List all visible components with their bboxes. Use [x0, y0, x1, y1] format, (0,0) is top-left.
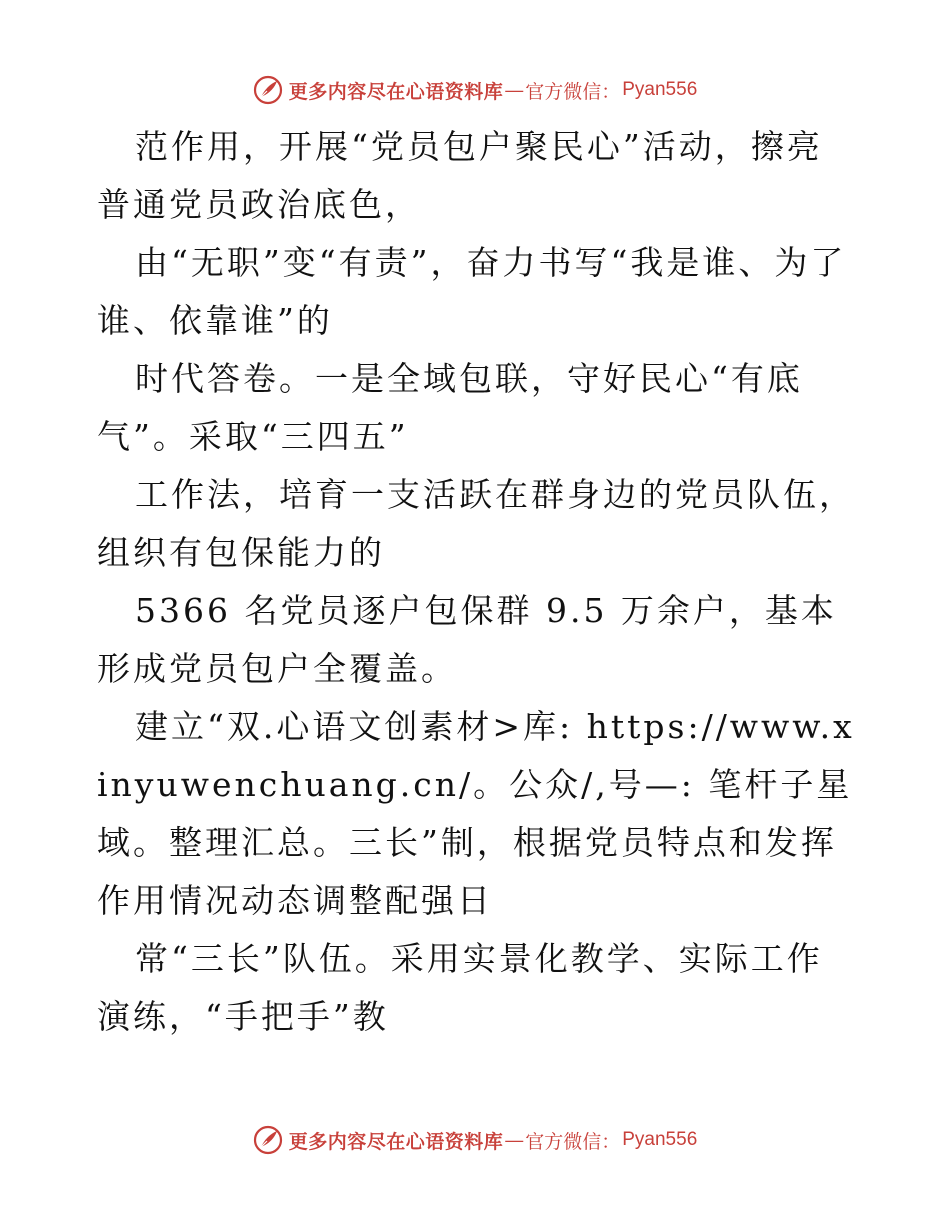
footer-banner-wechat-id: Pyan556 [622, 1129, 698, 1150]
body-paragraph: 建立“双.心语文创素材>库: https://www.xinyuwenchuang.cn/。公众/,号—: 笔杆子星域。整理汇总。三长”制，根据党员特点和发挥作用情况动态调整配强日 [97, 707, 855, 920]
footer-banner-dash: — [505, 1129, 524, 1150]
header-banner-title: 更多内容尽在心语资料库 [288, 81, 504, 103]
body-paragraph: 由“无职”变“有责”，奋力书写“我是谁、为了谁、依靠谁”的 [97, 243, 847, 340]
document-body [97, 118, 857, 1046]
page-footer-banner [0, 1120, 950, 1160]
body-paragraph: 常“三长”队伍。采用实景化教学、实际工作演练，“手把手”教 [97, 939, 823, 1036]
body-paragraph: 范作用，开展“党员包户聚民心”活动，擦亮普通党员政治底色， [97, 127, 823, 224]
footer-banner-wechat-label: 官方微信： [525, 1131, 621, 1153]
header-banner-dash: — [505, 79, 524, 100]
page-header-banner [0, 70, 950, 110]
feather-pen-logo-icon [253, 1125, 283, 1155]
feather-pen-logo-icon [253, 75, 283, 105]
header-banner-wechat-label: 官方微信： [525, 81, 621, 103]
body-paragraph: 工作法，培育一支活跃在群身边的党员队伍，组织有包保能力的 [97, 475, 855, 572]
body-paragraph: 时代答卷。一是全域包联，守好民心“有底气”。采取“三四五” [97, 359, 803, 456]
footer-banner-title: 更多内容尽在心语资料库 [288, 1131, 504, 1153]
body-paragraph: 5366 名党员逐户包保群 9.5 万余户，基本形成党员包户全覆盖。 [97, 591, 837, 688]
header-banner-wechat-id: Pyan556 [622, 79, 698, 100]
